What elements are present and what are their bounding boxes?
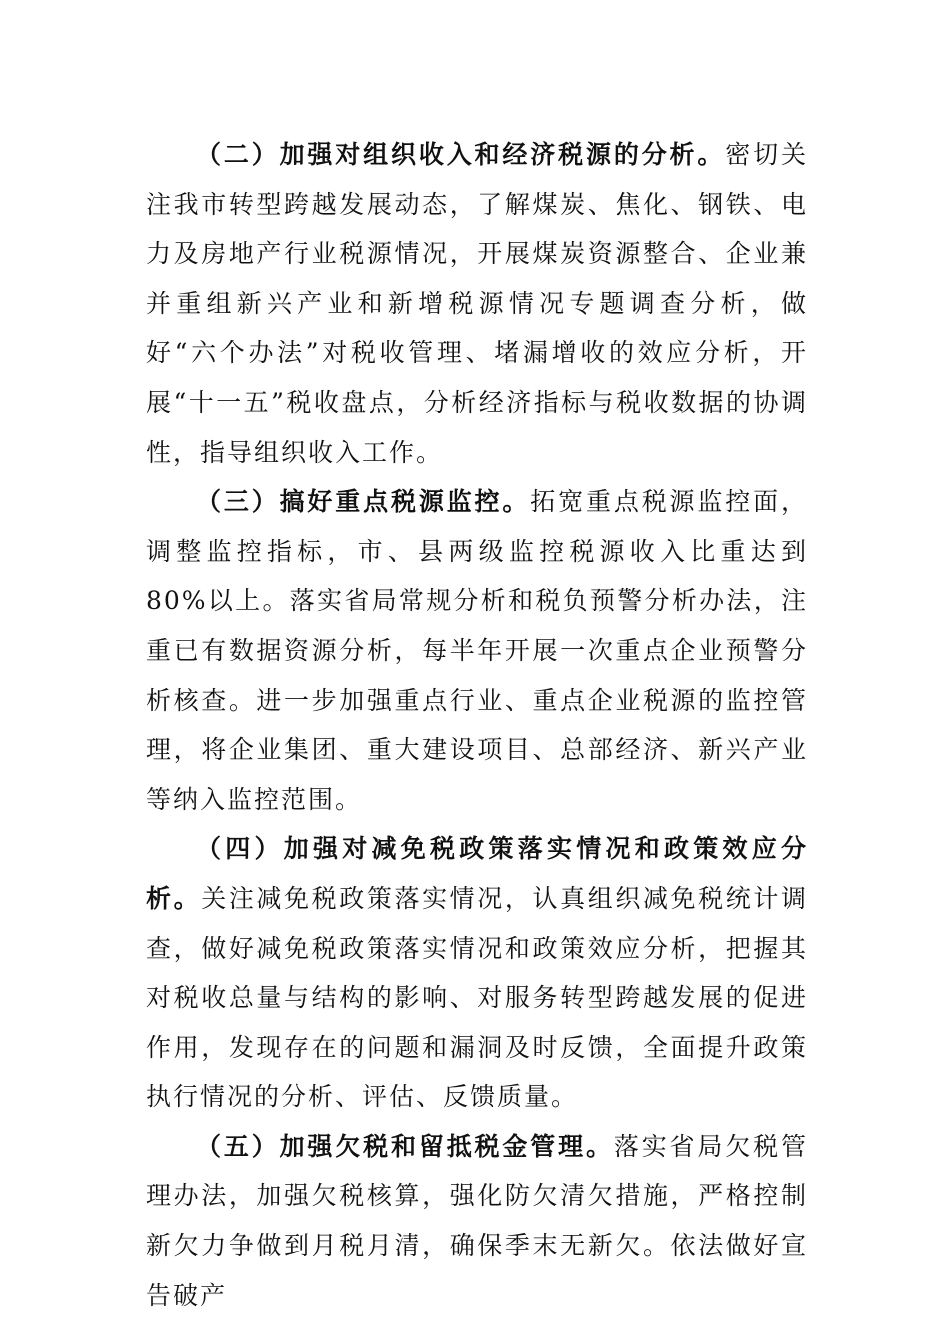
section-body: 拓宽重点税源监控面，调整监控指标，市、县两级监控税源收入比重达到 80%以上。落实省局常规分析和税负预警分析办法，注重已有数据资源分析，每半年开展一次重点企业预警分析核查。进一步加强重点行业、重点企业税源的监控管理，将企业集团、重大建设项目、总部经济、新兴产业等纳入监控范围。 <box>146 487 808 814</box>
section-heading: （四）加强对减免税政策落实情况和政策效应分析。 <box>146 834 808 913</box>
paragraph-section-2 <box>146 130 808 477</box>
section-body: 关注减免税政策落实情况，认真组织减免税统计调查，做好减免税政策落实情况和政策效应分析，把握其对税收总量与结构的影响、对服务转型跨越发展的促进作用，发现存在的问题和漏洞及时反馈，全面提升政策执行情况的分析、评估、反馈质量。 <box>146 883 808 1112</box>
paragraph-section-4 <box>146 824 808 1122</box>
document-body <box>146 130 808 1320</box>
section-heading: （五）加强欠税和留抵税金管理。 <box>196 1131 614 1161</box>
section-heading: （三）搞好重点税源监控。 <box>196 487 531 517</box>
paragraph-section-5 <box>146 1122 808 1320</box>
section-body: 密切关注我市转型跨越发展动态，了解煤炭、焦化、钢铁、电力及房地产行业税源情况，开展煤炭资源整合、企业兼并重组新兴产业和新增税源情况专题调查分析，做好“六个办法”对税收管理、堵漏增收的效应分析，开展“十一五”税收盘点，分析经济指标与税收数据的协调性，指导组织收入工作。 <box>146 140 808 467</box>
paragraph-section-3 <box>146 477 808 824</box>
section-heading: （二）加强对组织收入和经济税源的分析。 <box>196 140 726 169</box>
section-body: 落实省局欠税管理办法，加强欠税核算，强化防欠清欠措施，严格控制新欠力争做到月税月清，确保季末无新欠。依法做好宣告破产 <box>146 1131 808 1310</box>
